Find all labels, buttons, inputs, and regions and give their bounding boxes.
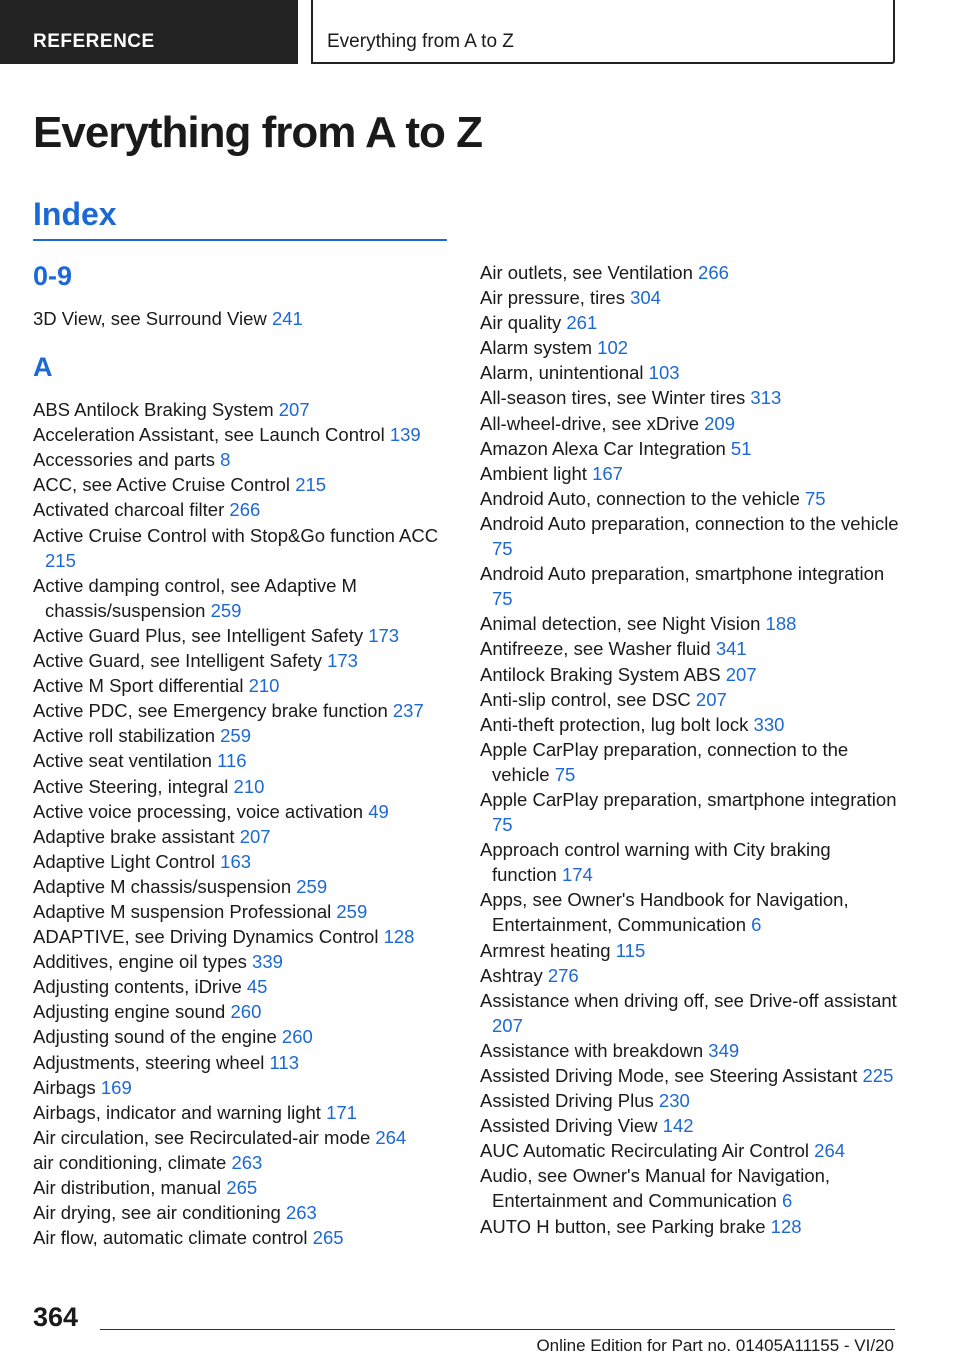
index-entry-text: Adjusting engine sound [33,1001,226,1023]
index-entry-text: Approach control warning with City braking function [480,839,831,886]
index-page-link[interactable]: 6 [751,914,762,936]
index-entry [33,497,453,522]
index-entry-text: Active M Sport differential [33,675,244,697]
index-page-link[interactable]: 75 [805,487,826,509]
index-entry [33,999,453,1024]
index-entry [33,1100,453,1125]
index-page-link[interactable]: 349 [708,1039,740,1061]
index-entry [33,422,453,447]
index-entry [480,285,900,310]
index-entry [33,874,453,899]
index-page-link[interactable]: 276 [547,964,579,986]
index-entry-text: Alarm system [480,337,593,359]
index-entry [33,1050,453,1075]
index-page-link[interactable]: 45 [246,976,268,998]
index-section-heading: A [33,352,53,383]
index-page-link[interactable]: 207 [725,663,757,685]
index-entry [480,687,900,712]
index-page-link[interactable]: 225 [862,1065,894,1086]
index-entry-text: Apple CarPlay preparation, smartphone integration [480,788,897,810]
index-entry-text: Adaptive Light Control [33,850,216,872]
index-column-left [33,260,453,1250]
index-page-link[interactable]: 259 [210,599,242,621]
index-entry-text: air conditioning, climate [33,1151,227,1173]
index-page-link[interactable]: 210 [233,775,265,797]
index-page-link[interactable]: 49 [368,800,389,822]
index-entry [480,787,900,837]
index-entry [33,648,453,673]
index-entry-text: Active damping control, see Adaptive M chassis/suspension [33,574,357,621]
index-entry-text: Adaptive brake assistant [33,825,235,847]
index-entry-text: All-wheel-drive, see xDrive [480,412,699,434]
index-entry-text: Armrest heating [480,939,611,961]
index-entry-text: Apple CarPlay preparation, connection to the vehicle [480,738,849,785]
index-page-link[interactable]: 259 [220,725,252,747]
index-entry-text: Antifreeze, see Washer fluid [480,638,711,660]
index-entry [33,472,453,497]
index-page-link[interactable]: 304 [630,287,661,309]
index-entry-text: Adjusting sound of the engine [33,1026,277,1048]
index-entry [480,636,900,661]
index-entry-text: Active seat ventilation [33,750,212,772]
index-entry [33,306,453,331]
index-section-heading: 0-9 [33,261,73,291]
index-entry-text: Apps, see Owner's Handbook for Navigation, Entertainment, Communication [480,889,849,936]
index-entry-text: Air quality [480,312,562,334]
index-entry-text: Air circulation, see Recirculated-air mode [33,1126,371,1148]
index-page-link[interactable]: 266 [229,499,261,521]
index-page-link[interactable]: 264 [375,1126,407,1148]
index-page-link[interactable]: 261 [566,312,598,334]
page-title: Everything from A to Z [33,108,482,157]
index-entry-text: Android Auto preparation, smartphone integration [480,563,885,585]
index-page-link[interactable]: 51 [730,437,752,459]
index-entry-text: Adaptive M suspension Professional [33,900,332,922]
index-entry [33,949,453,974]
index-entry [480,335,900,360]
index-entry [480,310,900,335]
index-page-link[interactable]: 341 [715,638,747,660]
index-entry [33,1075,453,1100]
index-entry [33,974,453,999]
index-entry-text: AUC Automatic Recirculating Air Control [480,1140,810,1162]
index-entry [33,397,453,422]
index-entry-text: Air distribution, manual [33,1177,222,1198]
index-entry-text: Active Steering, integral [33,775,229,797]
index-entry [480,1088,900,1113]
index-entry [480,1163,900,1213]
index-entry-text: Assisted Driving Mode, see Steering Assistant [480,1065,858,1086]
index-page-link[interactable]: 259 [336,900,368,922]
index-page-link[interactable]: 6 [782,1190,793,1212]
index-entry-text: Ashtray [480,964,543,986]
index-page-link[interactable]: 263 [231,1151,263,1173]
index-page-link[interactable]: 173 [368,624,400,646]
index-page-link[interactable]: 167 [592,462,623,484]
index-entry-text: Animal detection, see Night Vision [480,613,761,635]
index-entry [480,411,900,436]
index-entry-text: Accessories and parts [33,449,216,471]
index-entry-text: All-season tires, see Winter tires [480,387,746,409]
index-entry [480,662,900,687]
index-entry-text: ACC, see Active Cruise Control [33,474,291,496]
index-entry-text: Anti-slip control, see DSC [480,688,691,710]
index-page-link[interactable]: 169 [100,1076,132,1098]
index-page-link[interactable]: 339 [252,951,283,973]
index-entry [33,924,453,949]
index-page-link[interactable]: 171 [326,1101,357,1123]
index-entry [480,938,900,963]
index-entry-text: Audio, see Owner's Manual for Navigation, Entertainment and Communication [480,1165,831,1212]
header-title-box [311,0,895,64]
index-page-link[interactable]: 173 [327,650,358,672]
index-page-link[interactable]: 264 [814,1140,846,1162]
index-page-link[interactable]: 113 [269,1051,300,1073]
index-entry-text: Assistance when driving off, see Drive-off assistant [480,989,897,1011]
index-entry-text: Android Auto, connection to the vehicle [480,487,800,509]
index-entry-text: Android Auto preparation, connection to the vehicle [480,512,899,534]
header-section-label: REFERENCE [33,31,155,52]
index-entry-text: ADAPTIVE, see Driving Dynamics Control [33,926,379,948]
index-entry [33,1125,453,1150]
index-page-link[interactable]: 142 [662,1115,694,1137]
footer-edition: Online Edition for Part no. 01405A11155 - VI/20 [536,1336,894,1355]
index-page-link[interactable]: 313 [750,387,782,409]
index-page-link[interactable]: 241 [271,308,303,329]
index-entry [33,1150,453,1175]
index-entry [480,1038,900,1063]
index-page-link[interactable]: 188 [765,613,797,635]
index-entry [33,1175,453,1200]
index-entry-text: Adjustments, steering wheel [33,1051,265,1073]
index-page-link[interactable]: 75 [492,588,513,610]
index-entry [33,1200,453,1225]
index-entry [33,673,453,698]
index-entry [480,887,900,937]
index-entry [480,712,900,737]
index-page-link[interactable]: 163 [220,850,252,872]
index-divider [33,239,447,241]
index-page-link[interactable]: 103 [648,362,680,384]
index-page-link[interactable]: 174 [561,864,593,886]
index-entry [480,561,900,611]
index-entry [480,260,900,285]
index-page-link[interactable]: 128 [383,926,415,948]
index-entry-text: Activated charcoal filter [33,499,225,521]
index-entry [480,461,900,486]
index-entry [33,849,453,874]
index-entry-text: Airbags, indicator and warning light [33,1101,321,1123]
index-page-link[interactable]: 263 [285,1202,317,1224]
index-entry-text: Active roll stabilization [33,725,215,747]
index-entry [33,748,453,773]
index-page-link[interactable]: 75 [492,538,513,560]
page-number: 364 [33,1302,79,1332]
index-entry [480,360,900,385]
index-entry-text: Assistance with breakdown [480,1039,704,1061]
index-entry [480,385,900,410]
index-page-link[interactable]: 210 [248,675,280,697]
index-page-link[interactable]: 266 [698,262,729,283]
index-entry [480,1063,900,1088]
index-entry-text: Active Cruise Control with Stop&Go function ACC [33,524,439,546]
index-entry-text: Alarm, unintentional [480,362,644,384]
index-entry-text: AUTO H button, see Parking brake [480,1215,766,1237]
index-page-link[interactable]: 116 [217,750,247,772]
index-entry-text: Assisted Driving Plus [480,1090,654,1112]
index-page-link[interactable]: 230 [658,1090,690,1112]
index-entry [480,963,900,988]
index-page-link[interactable]: 207 [695,688,727,710]
index-page-link[interactable]: 128 [770,1215,802,1237]
index-page-link[interactable]: 330 [753,713,785,735]
index-entry-text: Acceleration Assistant, see Launch Control [33,424,385,446]
index-page-link[interactable]: 102 [597,337,629,359]
index-entry-text: Ambient light [480,462,587,484]
index-page-link[interactable]: 8 [220,449,231,471]
index-entry [480,1113,900,1138]
index-page-link[interactable]: 207 [278,399,310,421]
index-page-link[interactable]: 207 [492,1014,523,1036]
index-page-link[interactable]: 139 [389,424,421,446]
index-entry-text: ABS Antilock Braking System [33,399,274,421]
index-column-right [480,260,900,1239]
index-page-link[interactable]: 259 [296,875,328,897]
index-page-link[interactable]: 260 [230,1001,262,1023]
index-page-link[interactable]: 260 [281,1026,313,1048]
index-entry-text: Amazon Alexa Car Integration [480,437,726,459]
index-entry-text: Antilock Braking System ABS [480,663,721,685]
index-entry-text: Air drying, see air conditioning [33,1202,281,1224]
index-entry [480,511,900,561]
index-page-link[interactable]: 265 [226,1177,258,1198]
index-entry [480,737,900,787]
index-page-link[interactable]: 237 [392,700,424,722]
index-entry [33,573,453,623]
index-page-link[interactable]: 207 [239,825,271,847]
index-entry [480,436,900,461]
index-entry-text: Anti-theft protection, lug bolt lock [480,713,749,735]
index-entry [33,899,453,924]
index-entry [33,623,453,648]
header-section-tab [0,0,298,64]
index-entry [33,723,453,748]
index-entry [33,774,453,799]
index-entry [33,447,453,472]
index-entry-text: 3D View, see Surround View [33,308,267,329]
index-entry [33,523,453,573]
index-entry [480,1214,900,1239]
index-page-link[interactable]: 75 [492,814,513,836]
index-page-link[interactable]: 115 [615,939,646,961]
index-entry-text: Airbags [33,1076,96,1098]
index-entry [480,1138,900,1163]
index-entry [33,799,453,824]
index-entry-text: Air outlets, see Ventilation [480,262,693,283]
footer-divider [100,1329,895,1330]
index-entry-text: Additives, engine oil types [33,951,247,973]
index-entry [480,837,900,887]
index-entry-text: Air pressure, tires [480,287,625,309]
index-entry [480,611,900,636]
index-heading: Index [33,196,117,232]
index-entry-text: Active PDC, see Emergency brake function [33,700,388,722]
index-page-link[interactable]: 215 [295,474,327,496]
index-page-link[interactable]: 209 [704,412,735,434]
index-entry [33,698,453,723]
index-entry-text: Adaptive M chassis/suspension [33,875,292,897]
index-page-link[interactable]: 265 [312,1227,344,1249]
index-entry-text: Air flow, automatic climate control [33,1227,308,1249]
header-title-label: Everything from A to Z [327,31,514,52]
index-entry [33,1024,453,1049]
index-entry-text: Active voice processing, voice activation [33,800,364,822]
index-entry-text: Adjusting contents, iDrive [33,976,242,998]
index-entry [33,824,453,849]
index-entry-text: Active Guard Plus, see Intelligent Safety [33,624,364,646]
index-page-link[interactable]: 75 [554,763,576,785]
index-entry-text: Active Guard, see Intelligent Safety [33,650,322,672]
index-entry [480,988,900,1038]
index-page-link[interactable]: 215 [45,549,76,571]
index-entry [480,486,900,511]
index-entry [33,1225,453,1250]
index-entry-text: Assisted Driving View [480,1115,658,1137]
